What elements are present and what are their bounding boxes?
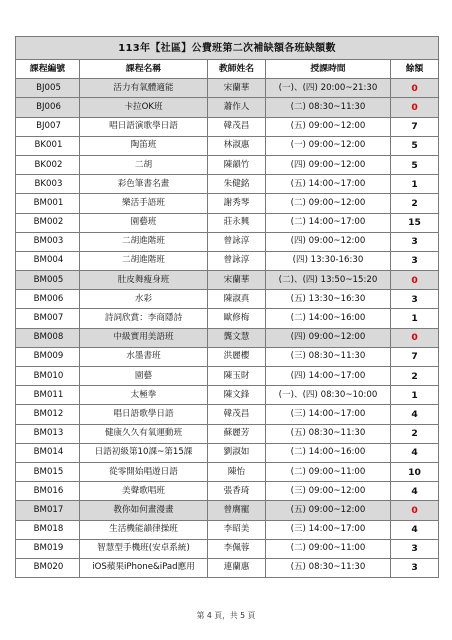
cell-course-name: 智慧型手機班(安卓系統) [80, 539, 208, 558]
cell-course-name: 美聲歌唱班 [80, 482, 208, 501]
cell-course-code: BM019 [16, 539, 80, 558]
table-row [16, 558, 439, 577]
cell-remaining: 2 [391, 194, 439, 213]
table-row [16, 347, 439, 366]
cell-course-code: BM002 [16, 213, 80, 232]
cell-teacher: 蕭作人 [208, 98, 266, 117]
cell-course-name: 二胡進階班 [80, 251, 208, 270]
table-body [16, 79, 439, 578]
cell-course-name: 活力有氧體適能 [80, 79, 208, 98]
cell-teacher: 陳怡 [208, 462, 266, 481]
cell-schedule: (五) 08:30~11:30 [266, 558, 391, 577]
table-row [16, 98, 439, 117]
cell-course-name: 陶笛班 [80, 136, 208, 155]
cell-schedule: (三) 09:00~12:00 [266, 482, 391, 501]
cell-course-name: 二胡 [80, 155, 208, 174]
table-row [16, 309, 439, 328]
cell-remaining: 1 [391, 386, 439, 405]
cell-course-name: 唱日語演歌學日語 [80, 117, 208, 136]
cell-course-name: 太極拳 [80, 386, 208, 405]
cell-course-name: 水彩 [80, 290, 208, 309]
cell-schedule: (二) 09:00~11:00 [266, 462, 391, 481]
table-row [16, 386, 439, 405]
cell-course-name: 中級實用美語班 [80, 328, 208, 347]
table-row [16, 213, 439, 232]
cell-remaining: 3 [391, 290, 439, 309]
table-row [16, 501, 439, 520]
cell-remaining: 4 [391, 482, 439, 501]
header-row [16, 60, 439, 79]
cell-teacher: 朱健銘 [208, 175, 266, 194]
cell-schedule: (五) 09:00~12:00 [266, 117, 391, 136]
cell-course-name: 卡拉OK班 [80, 98, 208, 117]
cell-remaining: 0 [391, 79, 439, 98]
cell-course-code: BM006 [16, 290, 80, 309]
cell-course-code: BM009 [16, 347, 80, 366]
cell-course-name: 從零開始唱遊日語 [80, 462, 208, 481]
cell-course-code: BM014 [16, 443, 80, 462]
cell-schedule: (一)、(四) 20:00~21:30 [266, 79, 391, 98]
table-row [16, 194, 439, 213]
table-row [16, 136, 439, 155]
cell-remaining: 3 [391, 232, 439, 251]
cell-schedule: (二) 14:00~17:00 [266, 213, 391, 232]
cell-course-name: 詩詞欣賞：李商隱詩 [80, 309, 208, 328]
cell-course-name: 日語初級第10課~第15課 [80, 443, 208, 462]
cell-remaining: 1 [391, 175, 439, 194]
cell-teacher: 陳韻竹 [208, 155, 266, 174]
cell-teacher: 陳淑真 [208, 290, 266, 309]
cell-teacher: 謝秀琴 [208, 194, 266, 213]
table-row [16, 424, 439, 443]
cell-course-code: BJ005 [16, 79, 80, 98]
cell-course-code: BK003 [16, 175, 80, 194]
cell-schedule: (四) 09:00~12:00 [266, 232, 391, 251]
table-row [16, 175, 439, 194]
cell-schedule: (四) 09:00~12:00 [266, 328, 391, 347]
cell-remaining: 7 [391, 117, 439, 136]
cell-schedule: (二) 08:30~11:30 [266, 98, 391, 117]
header-teacher: 教師姓名 [208, 60, 266, 79]
cell-schedule: (四) 09:00~12:00 [266, 155, 391, 174]
cell-course-code: BM015 [16, 462, 80, 481]
cell-teacher: 宋蘭華 [208, 79, 266, 98]
cell-schedule: (三) 14:00~17:00 [266, 520, 391, 539]
cell-schedule: (二) 09:00~12:00 [266, 194, 391, 213]
cell-course-code: BJ007 [16, 117, 80, 136]
cell-course-code: BM005 [16, 271, 80, 290]
table-row [16, 271, 439, 290]
cell-schedule: (三) 14:00~17:00 [266, 405, 391, 424]
cell-teacher: 莊永興 [208, 213, 266, 232]
cell-remaining: 2 [391, 367, 439, 386]
cell-teacher: 龔文慧 [208, 328, 266, 347]
cell-course-name: 水墨書班 [80, 347, 208, 366]
table-row [16, 251, 439, 270]
cell-teacher: 曾詠淳 [208, 232, 266, 251]
cell-schedule: (二) 09:00~11:00 [266, 539, 391, 558]
cell-schedule: (五) 09:00~12:00 [266, 501, 391, 520]
table-row [16, 155, 439, 174]
cell-course-code: BM020 [16, 558, 80, 577]
cell-course-name: 園藝班 [80, 213, 208, 232]
table-row [16, 232, 439, 251]
cell-course-name: 園藝 [80, 367, 208, 386]
table-row [16, 117, 439, 136]
cell-schedule: (五) 08:30~11:30 [266, 424, 391, 443]
cell-teacher: 李昭美 [208, 520, 266, 539]
header-course-code: 課程編號 [16, 60, 80, 79]
cell-course-name: 教你如何畫漫畫 [80, 501, 208, 520]
cell-remaining: 2 [391, 424, 439, 443]
cell-remaining: 10 [391, 462, 439, 481]
cell-teacher: 劉淑如 [208, 443, 266, 462]
cell-schedule: (一)、(四) 08:30~10:00 [266, 386, 391, 405]
cell-remaining: 3 [391, 251, 439, 270]
page-footer: 第 4 頁，共 5 頁 [196, 611, 256, 620]
table-row [16, 539, 439, 558]
cell-teacher: 林淑惠 [208, 136, 266, 155]
header-remaining: 餘額 [391, 60, 439, 79]
table-title: 113年【社區】公費班第二次補缺額各班缺額數 [16, 37, 439, 60]
cell-course-code: BJ006 [16, 98, 80, 117]
cell-remaining: 1 [391, 309, 439, 328]
cell-teacher: 曾膺寵 [208, 501, 266, 520]
cell-course-code: BM013 [16, 424, 80, 443]
cell-schedule: (五) 13:30~16:30 [266, 290, 391, 309]
cell-remaining: 4 [391, 520, 439, 539]
cell-course-name: iOS蘋果iPhone&iPad應用 [80, 558, 208, 577]
cell-teacher: 韓茂昌 [208, 405, 266, 424]
cell-course-code: BM004 [16, 251, 80, 270]
cell-course-code: BM003 [16, 232, 80, 251]
cell-course-code: BK001 [16, 136, 80, 155]
cell-remaining: 4 [391, 405, 439, 424]
cell-teacher: 歐修梅 [208, 309, 266, 328]
cell-teacher: 張香琦 [208, 482, 266, 501]
cell-teacher: 連蘭惠 [208, 558, 266, 577]
cell-remaining: 5 [391, 155, 439, 174]
table-row [16, 462, 439, 481]
vacancy-table [15, 36, 439, 578]
cell-course-code: BM012 [16, 405, 80, 424]
cell-remaining: 0 [391, 501, 439, 520]
cell-teacher: 洪麗櫻 [208, 347, 266, 366]
cell-schedule: (五) 14:00~17:00 [266, 175, 391, 194]
cell-course-code: BM001 [16, 194, 80, 213]
cell-remaining: 5 [391, 136, 439, 155]
cell-course-code: BM010 [16, 367, 80, 386]
table-row [16, 367, 439, 386]
cell-remaining: 15 [391, 213, 439, 232]
cell-remaining: 4 [391, 443, 439, 462]
cell-remaining: 0 [391, 328, 439, 347]
header-course-name: 課程名稱 [80, 60, 208, 79]
table-row [16, 290, 439, 309]
table-row [16, 520, 439, 539]
cell-schedule: (四) 13:30-16:30 [266, 251, 391, 270]
table-row [16, 482, 439, 501]
cell-course-code: BM007 [16, 309, 80, 328]
cell-course-name: 彩色筆書名畫 [80, 175, 208, 194]
table-row [16, 443, 439, 462]
cell-schedule: (四) 14:00~17:00 [266, 367, 391, 386]
cell-teacher: 陳文鋒 [208, 386, 266, 405]
cell-course-code: BM016 [16, 482, 80, 501]
cell-course-name: 肚皮舞瘦身班 [80, 271, 208, 290]
cell-schedule: (二) 14:00~16:00 [266, 309, 391, 328]
table-row [16, 405, 439, 424]
cell-teacher: 宋蘭華 [208, 271, 266, 290]
cell-course-code: BM018 [16, 520, 80, 539]
cell-remaining: 3 [391, 558, 439, 577]
cell-teacher: 蘇麗芳 [208, 424, 266, 443]
cell-course-code: BM008 [16, 328, 80, 347]
cell-course-code: BK002 [16, 155, 80, 174]
cell-teacher: 陳玉財 [208, 367, 266, 386]
cell-teacher: 曾詠淳 [208, 251, 266, 270]
cell-remaining: 0 [391, 98, 439, 117]
table-row [16, 79, 439, 98]
header-schedule: 授課時間 [266, 60, 391, 79]
cell-schedule: (二)、(四) 13:50~15:20 [266, 271, 391, 290]
cell-schedule: (二) 14:00~16:00 [266, 443, 391, 462]
cell-schedule: (三) 08:30~11:30 [266, 347, 391, 366]
cell-course-name: 二胡進階班 [80, 232, 208, 251]
cell-remaining: 3 [391, 539, 439, 558]
cell-course-name: 生活機能韻律操班 [80, 520, 208, 539]
cell-teacher: 李佩蓉 [208, 539, 266, 558]
cell-remaining: 0 [391, 271, 439, 290]
cell-course-name: 樂活手語班 [80, 194, 208, 213]
cell-course-code: BM017 [16, 501, 80, 520]
cell-teacher: 韓茂昌 [208, 117, 266, 136]
cell-remaining: 7 [391, 347, 439, 366]
cell-schedule: (一) 09:00~12:00 [266, 136, 391, 155]
cell-course-name: 唱日語歌學日語 [80, 405, 208, 424]
table-row [16, 328, 439, 347]
course-vacancy-sheet [15, 36, 438, 578]
cell-course-code: BM011 [16, 386, 80, 405]
cell-course-name: 健康久久有氧運動班 [80, 424, 208, 443]
